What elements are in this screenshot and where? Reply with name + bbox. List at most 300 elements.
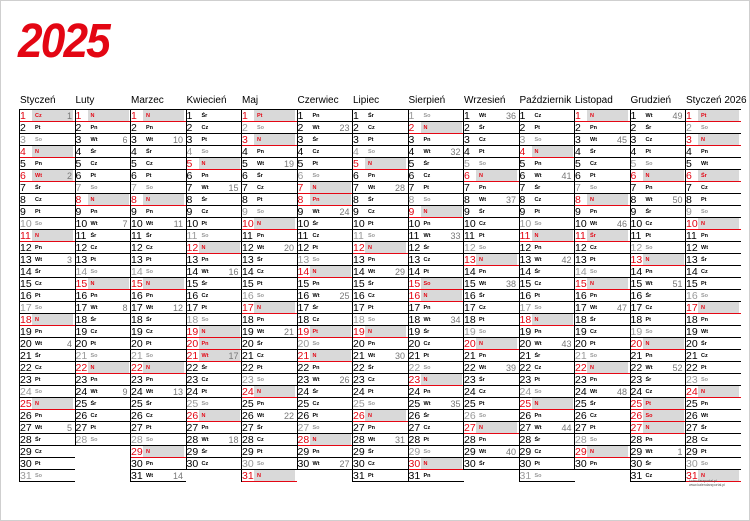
day-number: 16 <box>353 290 365 302</box>
weekday-label: N <box>146 281 150 287</box>
day-row <box>463 362 519 374</box>
weekday-label: Śr <box>146 233 152 239</box>
weekday-label: Pn <box>590 209 598 215</box>
day-number: 17 <box>464 302 476 314</box>
weekday-label: So <box>590 185 598 191</box>
weekday-label: Wt <box>590 305 598 311</box>
weekday-label: Pn <box>35 161 43 167</box>
day-row <box>75 158 131 170</box>
day-number: 8 <box>297 194 304 206</box>
weekday-label: Cz <box>90 329 98 335</box>
column-divider <box>519 110 520 482</box>
day-number: 1 <box>519 110 526 122</box>
weekday-label: Śr <box>201 365 208 371</box>
weekday-label: Wt <box>534 173 542 179</box>
day-row <box>463 386 519 398</box>
day-row <box>241 302 297 314</box>
day-number: 9 <box>630 206 637 218</box>
day-row <box>130 206 186 218</box>
week-number: 6 <box>122 135 128 145</box>
day-row <box>574 290 630 302</box>
weekday-label: Cz <box>534 365 542 371</box>
day-row <box>130 314 186 326</box>
day-number: 10 <box>575 218 587 230</box>
day-row <box>19 254 75 266</box>
day-row <box>297 350 353 362</box>
day-number: 30 <box>408 458 421 470</box>
year-title: 2025 <box>18 15 109 68</box>
day-number: 7 <box>353 182 359 194</box>
day-number: 2 <box>186 122 193 134</box>
day-row <box>630 134 686 146</box>
day-number: 28 <box>408 434 421 446</box>
day-row <box>463 350 519 362</box>
weekday-label: Wt <box>423 149 431 155</box>
weekday-label: So <box>423 449 431 455</box>
day-number: 17 <box>353 302 365 314</box>
day-row <box>685 218 741 230</box>
day-row <box>408 134 464 146</box>
day-row <box>186 338 242 350</box>
day-number: 2 <box>575 122 581 134</box>
day-number: 14 <box>519 266 532 278</box>
day-number: 31 <box>20 470 32 482</box>
weekday-label: So <box>534 305 542 311</box>
day-row <box>19 302 75 314</box>
day-number: 5 <box>20 158 26 170</box>
weekday-label: Cz <box>701 269 708 275</box>
weekday-label: Śr <box>423 329 430 335</box>
day-number: 8 <box>75 194 82 206</box>
day-row <box>297 446 353 458</box>
day-number: 1 <box>630 110 637 122</box>
day-row <box>519 242 575 254</box>
day-row <box>297 122 353 134</box>
day-row <box>574 158 630 170</box>
day-row <box>630 218 686 230</box>
day-number: 8 <box>408 194 415 206</box>
weekday-label: N <box>479 425 483 431</box>
day-row <box>297 290 353 302</box>
weekday-label: Śr <box>645 209 652 215</box>
day-row <box>130 122 186 134</box>
day-number: 12 <box>464 242 476 254</box>
day-number: 13 <box>408 254 421 266</box>
day-number: 21 <box>131 350 143 362</box>
week-number: 51 <box>672 279 683 289</box>
weekday-label: Cz <box>534 113 542 119</box>
day-number: 5 <box>75 158 82 170</box>
day-row <box>519 194 575 206</box>
weekday-label: Pt <box>201 305 207 311</box>
day-row <box>241 326 297 338</box>
day-number: 25 <box>297 398 310 410</box>
weekday-label: Wt <box>312 209 320 215</box>
weekday-label: N <box>423 377 428 383</box>
day-row <box>297 158 353 170</box>
week-number: 1 <box>66 111 72 121</box>
day-number: 12 <box>297 242 310 254</box>
week-number: 31 <box>394 435 405 445</box>
weekday-label: Pn <box>479 353 487 359</box>
day-row <box>463 374 519 386</box>
day-row <box>297 326 353 338</box>
weekday-label: Pn <box>35 413 43 419</box>
day-row <box>352 374 408 386</box>
week-number: 35 <box>450 399 461 409</box>
weekday-label: Cz <box>423 173 431 179</box>
weekday-label: Śr <box>534 353 541 359</box>
day-row <box>75 398 131 410</box>
day-row <box>297 182 353 194</box>
weekday-label: Cz <box>201 377 209 383</box>
day-row <box>685 254 741 266</box>
weekday-label: So <box>423 113 431 119</box>
weekday-label: Śr <box>146 401 152 407</box>
weekday-label: So <box>701 377 709 383</box>
day-number: 27 <box>686 422 698 434</box>
weekday-label: Pn <box>35 245 43 251</box>
day-number: 23 <box>686 374 698 386</box>
day-number: 21 <box>297 350 310 362</box>
day-row <box>574 182 630 194</box>
day-number: 11 <box>464 230 475 242</box>
day-number: 3 <box>297 134 304 146</box>
weekday-label: Wt <box>701 413 709 419</box>
weekday-label: So <box>90 269 98 275</box>
weekday-label: Śr <box>645 293 652 299</box>
day-number: 26 <box>630 410 643 422</box>
weekday-label: Cz <box>257 353 264 359</box>
weekday-label: N <box>590 449 594 455</box>
weekday-label: Pn <box>423 305 431 311</box>
day-number: 8 <box>630 194 637 206</box>
weekday-label: Śr <box>201 281 208 287</box>
month-name: Sierpień <box>408 95 446 106</box>
day-row <box>130 278 186 290</box>
day-number: 30 <box>464 458 476 470</box>
day-number: 12 <box>242 242 254 254</box>
publisher-name: kalendarzportal.pl <box>689 479 717 483</box>
weekday-label: Wt <box>645 365 653 371</box>
day-row <box>75 386 131 398</box>
weekday-label: Pt <box>479 149 485 155</box>
day-row <box>241 218 297 230</box>
day-row <box>241 206 297 218</box>
day-row <box>352 302 408 314</box>
day-number: 29 <box>630 446 643 458</box>
day-row <box>408 374 464 386</box>
day-number: 26 <box>242 410 254 422</box>
weekday-label: N <box>701 137 705 143</box>
day-number: 9 <box>131 206 137 218</box>
day-number: 18 <box>353 314 365 326</box>
week-number: 1 <box>677 447 683 457</box>
weekday-label: Pn <box>590 125 598 131</box>
day-number: 21 <box>186 350 199 362</box>
weekday-label: Wt <box>257 161 265 167</box>
weekday-label: N <box>368 413 372 419</box>
day-number: 19 <box>297 326 310 338</box>
day-row <box>685 242 741 254</box>
day-row <box>630 302 686 314</box>
day-row <box>75 302 131 314</box>
day-number: 4 <box>297 146 304 158</box>
day-row <box>297 242 353 254</box>
day-number: 9 <box>686 206 692 218</box>
day-number: 22 <box>575 362 587 374</box>
day-number: 18 <box>575 314 587 326</box>
weekday-label: Śr <box>257 173 263 179</box>
day-row <box>463 326 519 338</box>
day-row <box>630 182 686 194</box>
day-row <box>75 434 131 446</box>
day-number: 2 <box>75 122 82 134</box>
weekday-label: So <box>368 149 376 155</box>
day-number: 12 <box>630 242 643 254</box>
day-number: 3 <box>630 134 637 146</box>
day-number: 14 <box>408 266 421 278</box>
weekday-label: Śr <box>534 437 541 443</box>
weekday-label: Cz <box>368 461 375 467</box>
weekday-label: Wt <box>201 269 209 275</box>
day-number: 16 <box>519 290 532 302</box>
weekday-label: Wt <box>590 137 598 143</box>
weekday-label: N <box>257 389 261 395</box>
day-number: 11 <box>242 230 253 242</box>
day-row <box>685 158 741 170</box>
day-number: 10 <box>186 218 199 230</box>
day-number: 6 <box>408 170 415 182</box>
day-number: 6 <box>519 170 526 182</box>
day-row <box>463 134 519 146</box>
weekday-label: Pn <box>90 125 98 131</box>
weekday-label: Cz <box>423 341 431 347</box>
day-row <box>241 410 297 422</box>
weekday-label: Śr <box>534 185 541 191</box>
day-number: 3 <box>686 134 692 146</box>
day-row <box>75 410 131 422</box>
weekday-label: Pn <box>423 221 431 227</box>
day-row <box>186 254 242 266</box>
day-row <box>186 146 242 158</box>
day-number: 12 <box>75 242 88 254</box>
day-number: 21 <box>242 350 254 362</box>
day-row <box>19 230 75 242</box>
day-number: 25 <box>575 398 587 410</box>
day-number: 5 <box>353 158 359 170</box>
day-row <box>685 182 741 194</box>
week-number: 37 <box>505 195 516 205</box>
day-number: 31 <box>131 470 143 482</box>
weekday-label: Cz <box>201 209 209 215</box>
day-number: 24 <box>75 386 88 398</box>
weekday-label: Pt <box>90 173 96 179</box>
column-divider <box>630 110 631 482</box>
day-row <box>19 146 75 158</box>
day-number: 23 <box>186 374 199 386</box>
weekday-label: Wt <box>479 449 487 455</box>
day-row <box>574 326 630 338</box>
day-number: 23 <box>75 374 88 386</box>
day-number: 20 <box>464 338 476 350</box>
day-row <box>574 302 630 314</box>
weekday-label: Śr <box>368 365 374 371</box>
day-row <box>685 266 741 278</box>
day-number: 24 <box>297 386 310 398</box>
week-number: 41 <box>561 171 572 181</box>
day-number: 3 <box>242 134 248 146</box>
weekday-label: Pn <box>534 329 542 335</box>
day-number: 13 <box>297 254 310 266</box>
day-row <box>519 362 575 374</box>
weekday-label: N <box>146 197 150 203</box>
day-row <box>130 434 186 446</box>
weekday-label: Cz <box>201 293 209 299</box>
weekday-label: Cz <box>590 161 597 167</box>
weekday-label: Wt <box>35 257 43 263</box>
day-row <box>685 122 741 134</box>
day-row <box>241 266 297 278</box>
weekday-label: Cz <box>479 137 486 143</box>
day-row <box>408 302 464 314</box>
day-number: 10 <box>686 218 698 230</box>
day-row <box>19 410 75 422</box>
weekday-label: Śr <box>312 221 319 227</box>
weekday-label: Pn <box>35 329 43 335</box>
weekday-label: Wt <box>368 437 376 443</box>
day-number: 20 <box>20 338 32 350</box>
day-number: 6 <box>464 170 470 182</box>
day-row <box>75 314 131 326</box>
day-number: 7 <box>131 182 137 194</box>
weekday-label: Wt <box>201 185 209 191</box>
day-row <box>463 206 519 218</box>
day-row <box>630 434 686 446</box>
day-number: 21 <box>519 350 532 362</box>
day-row <box>408 326 464 338</box>
day-number: 13 <box>131 254 143 266</box>
day-number: 22 <box>686 362 698 374</box>
day-row <box>408 182 464 194</box>
day-row <box>19 134 75 146</box>
day-number: 3 <box>186 134 193 146</box>
weekday-label: Cz <box>312 233 320 239</box>
day-number: 1 <box>575 110 581 122</box>
day-row <box>408 290 464 302</box>
day-number: 4 <box>575 146 581 158</box>
weekday-label: N <box>312 185 317 191</box>
weekday-label: N <box>590 365 594 371</box>
day-row <box>574 242 630 254</box>
weekday-label: Wt <box>90 137 98 143</box>
day-number: 19 <box>186 326 199 338</box>
weekday-label: N <box>534 401 539 407</box>
weekday-label: Cz <box>257 185 264 191</box>
weekday-label: Śr <box>479 293 485 299</box>
weekday-label: Pt <box>423 185 429 191</box>
day-number: 26 <box>186 410 199 422</box>
weekday-label: Pn <box>645 269 653 275</box>
day-row <box>685 338 741 350</box>
day-number: 25 <box>20 398 32 410</box>
day-row <box>519 170 575 182</box>
day-number: 28 <box>242 434 254 446</box>
day-row <box>19 278 75 290</box>
weekday-label: Śr <box>368 197 374 203</box>
weekday-label: So <box>645 413 653 419</box>
weekday-label: So <box>146 437 154 443</box>
day-row <box>574 386 630 398</box>
column-divider <box>75 110 76 446</box>
day-row <box>352 386 408 398</box>
weekday-label: Wt <box>479 197 487 203</box>
day-row <box>75 362 131 374</box>
week-number: 7 <box>122 219 128 229</box>
day-number: 9 <box>75 206 82 218</box>
day-row <box>574 374 630 386</box>
day-row <box>630 398 686 410</box>
day-row <box>186 326 242 338</box>
day-number: 18 <box>242 314 254 326</box>
day-number: 20 <box>630 338 643 350</box>
day-number: 12 <box>686 242 698 254</box>
weekday-label: Pn <box>312 281 320 287</box>
day-number: 23 <box>575 374 587 386</box>
day-number: 2 <box>353 122 359 134</box>
day-row <box>685 362 741 374</box>
day-row <box>463 122 519 134</box>
weekday-label: Pt <box>90 425 96 431</box>
weekday-label: So <box>423 281 431 287</box>
day-row <box>297 314 353 326</box>
day-row <box>685 386 741 398</box>
weekday-label: Śr <box>645 377 652 383</box>
day-row <box>297 194 353 206</box>
day-number: 19 <box>686 326 698 338</box>
day-number: 5 <box>297 158 304 170</box>
day-number: 15 <box>686 278 698 290</box>
day-number: 7 <box>575 182 581 194</box>
weekday-label: Śr <box>201 113 208 119</box>
day-number: 19 <box>75 326 88 338</box>
day-row <box>186 422 242 434</box>
day-number: 1 <box>75 110 82 122</box>
weekday-label: Cz <box>312 401 320 407</box>
weekday-label: Pt <box>257 449 263 455</box>
day-row <box>186 446 242 458</box>
day-number: 11 <box>75 230 87 242</box>
weekday-label: So <box>479 329 487 335</box>
weekday-label: Śr <box>368 113 374 119</box>
day-row <box>519 314 575 326</box>
day-row <box>519 182 575 194</box>
weekday-label: Pt <box>257 281 263 287</box>
month-name: Styczeń <box>20 95 56 106</box>
weekday-label: N <box>534 233 539 239</box>
day-row <box>519 434 575 446</box>
day-number: 2 <box>297 122 304 134</box>
weekday-label: Wt <box>368 353 376 359</box>
day-row <box>75 170 131 182</box>
day-row <box>19 314 75 326</box>
day-row <box>241 290 297 302</box>
day-row <box>241 398 297 410</box>
day-row <box>186 266 242 278</box>
weekday-label: Cz <box>479 389 486 395</box>
weekday-label: Wt <box>35 173 43 179</box>
day-number: 10 <box>408 218 421 230</box>
